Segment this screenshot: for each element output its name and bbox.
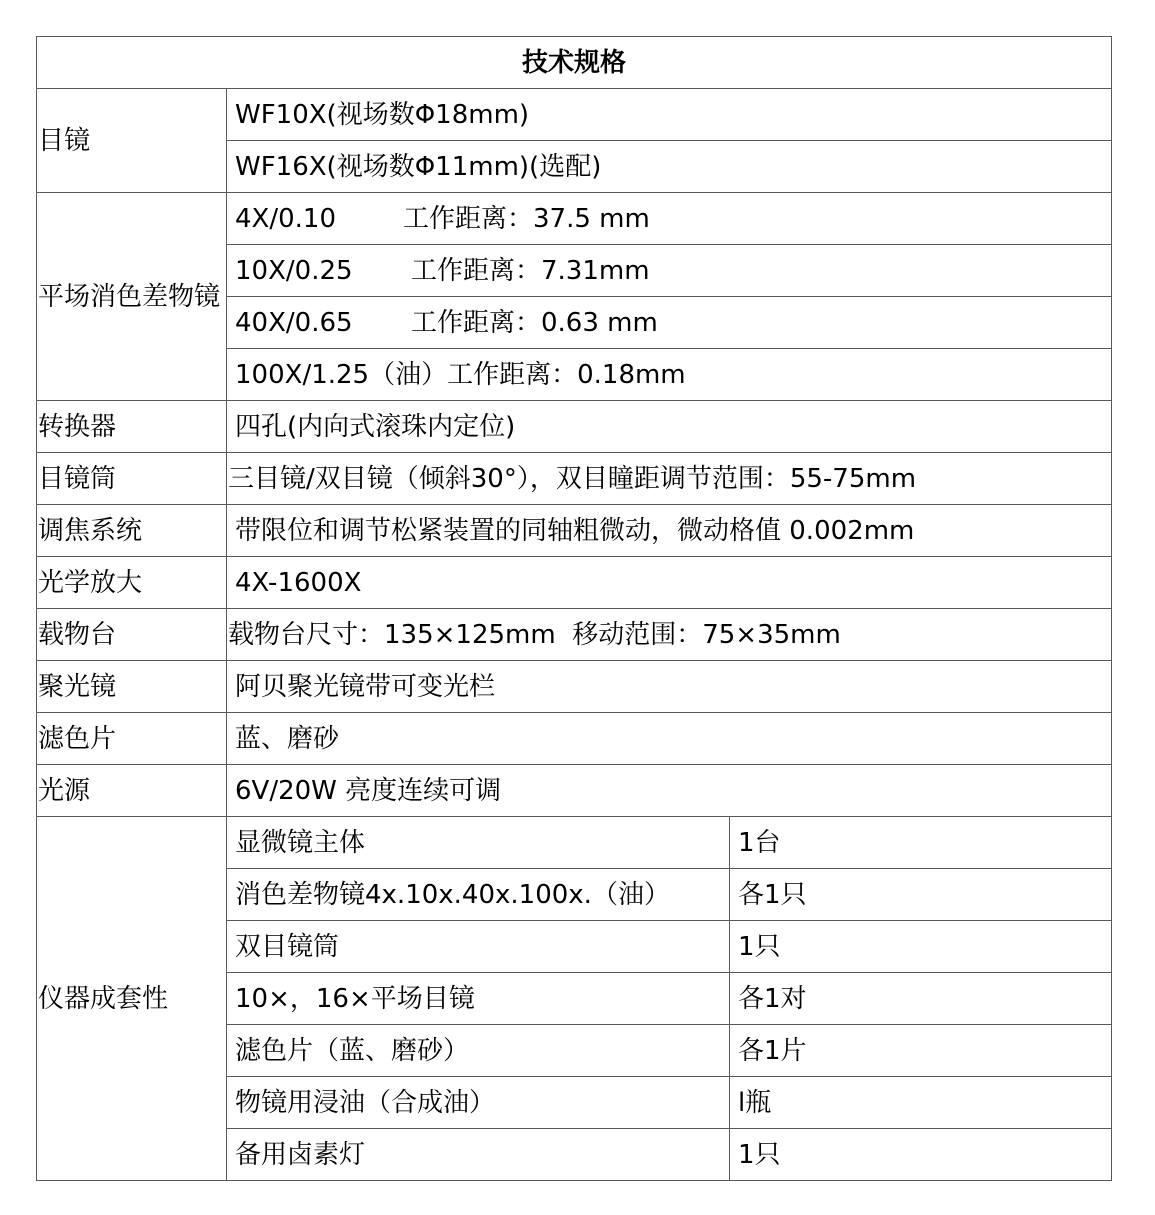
objective-value [227, 349, 1112, 401]
spec-value: 四孔(内向式滚珠内定位) [227, 401, 1112, 453]
eyepiece-row [37, 89, 1112, 141]
spec-label: 目镜筒 [37, 453, 227, 505]
spec-table [36, 36, 1112, 1181]
kit-item-name: 显微镜主体 [227, 817, 730, 869]
kit-item-qty: 1只 [730, 921, 1112, 973]
spec-label: 光学放大 [37, 557, 227, 609]
kit-item-name: 消色差物镜4x.10x.40x.100x.（油） [227, 869, 730, 921]
spec-value: 6V/20W 亮度连续可调 [227, 765, 1112, 817]
spec-row [37, 713, 1112, 765]
kit-item-name: 滤色片（蓝、磨砂） [227, 1025, 730, 1077]
objective-distance: 工作距离：0.63 mm [411, 307, 658, 338]
kit-item-qty: 各1对 [730, 973, 1112, 1025]
spec-row [37, 557, 1112, 609]
kit-item-name: 双目镜筒 [227, 921, 730, 973]
objective-spec: 100X/1.25（油） [235, 359, 448, 390]
kit-item-name: 备用卤素灯 [227, 1129, 730, 1181]
spec-row [37, 453, 1112, 505]
kit-item-name: 10×，16×平场目镜 [227, 973, 730, 1025]
eyepiece-label: 目镜 [37, 89, 227, 193]
kit-item-qty: 各1只 [730, 869, 1112, 921]
kit-item-qty: l瓶 [730, 1077, 1112, 1129]
kit-item-name: 物镜用浸油（合成油） [227, 1077, 730, 1129]
spec-label: 聚光镜 [37, 661, 227, 713]
spec-label: 载物台 [37, 609, 227, 661]
objective-value [227, 193, 1112, 245]
spec-label: 调焦系统 [37, 505, 227, 557]
kit-label: 仪器成套性 [37, 817, 227, 1181]
kit-item-qty: 各1片 [730, 1025, 1112, 1077]
eyepiece-value: WF16X(视场数Φ11mm)(选配) [227, 141, 1112, 193]
kit-row [37, 817, 1112, 869]
spec-value: 4X-1600X [227, 557, 1112, 609]
objective-distance: 工作距离：0.18mm [447, 359, 686, 390]
objective-value [227, 245, 1112, 297]
spec-row [37, 609, 1112, 661]
spec-label: 滤色片 [37, 713, 227, 765]
objective-row [37, 193, 1112, 245]
objective-label: 平场消色差物镜 [37, 193, 227, 401]
spec-value: 三目镜/双目镜（倾斜30°），双目瞳距调节范围：55-75mm [227, 453, 1112, 505]
objective-distance: 工作距离：7.31mm [411, 255, 650, 286]
objective-spec: 40X/0.65 [235, 307, 353, 338]
objective-spec: 10X/0.25 [235, 255, 353, 286]
spec-label: 转换器 [37, 401, 227, 453]
title-row [37, 37, 1112, 89]
spec-row [37, 401, 1112, 453]
spec-row [37, 661, 1112, 713]
spec-value: 蓝、磨砂 [227, 713, 1112, 765]
objective-distance: 工作距离：37.5 mm [403, 203, 650, 234]
spec-label: 光源 [37, 765, 227, 817]
eyepiece-value: WF10X(视场数Φ18mm) [227, 89, 1112, 141]
spec-value: 阿贝聚光镜带可变光栏 [227, 661, 1112, 713]
spec-row [37, 505, 1112, 557]
objective-value [227, 297, 1112, 349]
spec-value: 载物台尺寸：135×125mm 移动范围：75×35mm [227, 609, 1112, 661]
kit-item-qty: 1只 [730, 1129, 1112, 1181]
spec-value: 带限位和调节松紧装置的同轴粗微动，微动格值 0.002mm [227, 505, 1112, 557]
table-title: 技术规格 [37, 37, 1112, 89]
objective-spec: 4X/0.10 [235, 203, 337, 234]
kit-item-qty: 1台 [730, 817, 1112, 869]
spec-row [37, 765, 1112, 817]
